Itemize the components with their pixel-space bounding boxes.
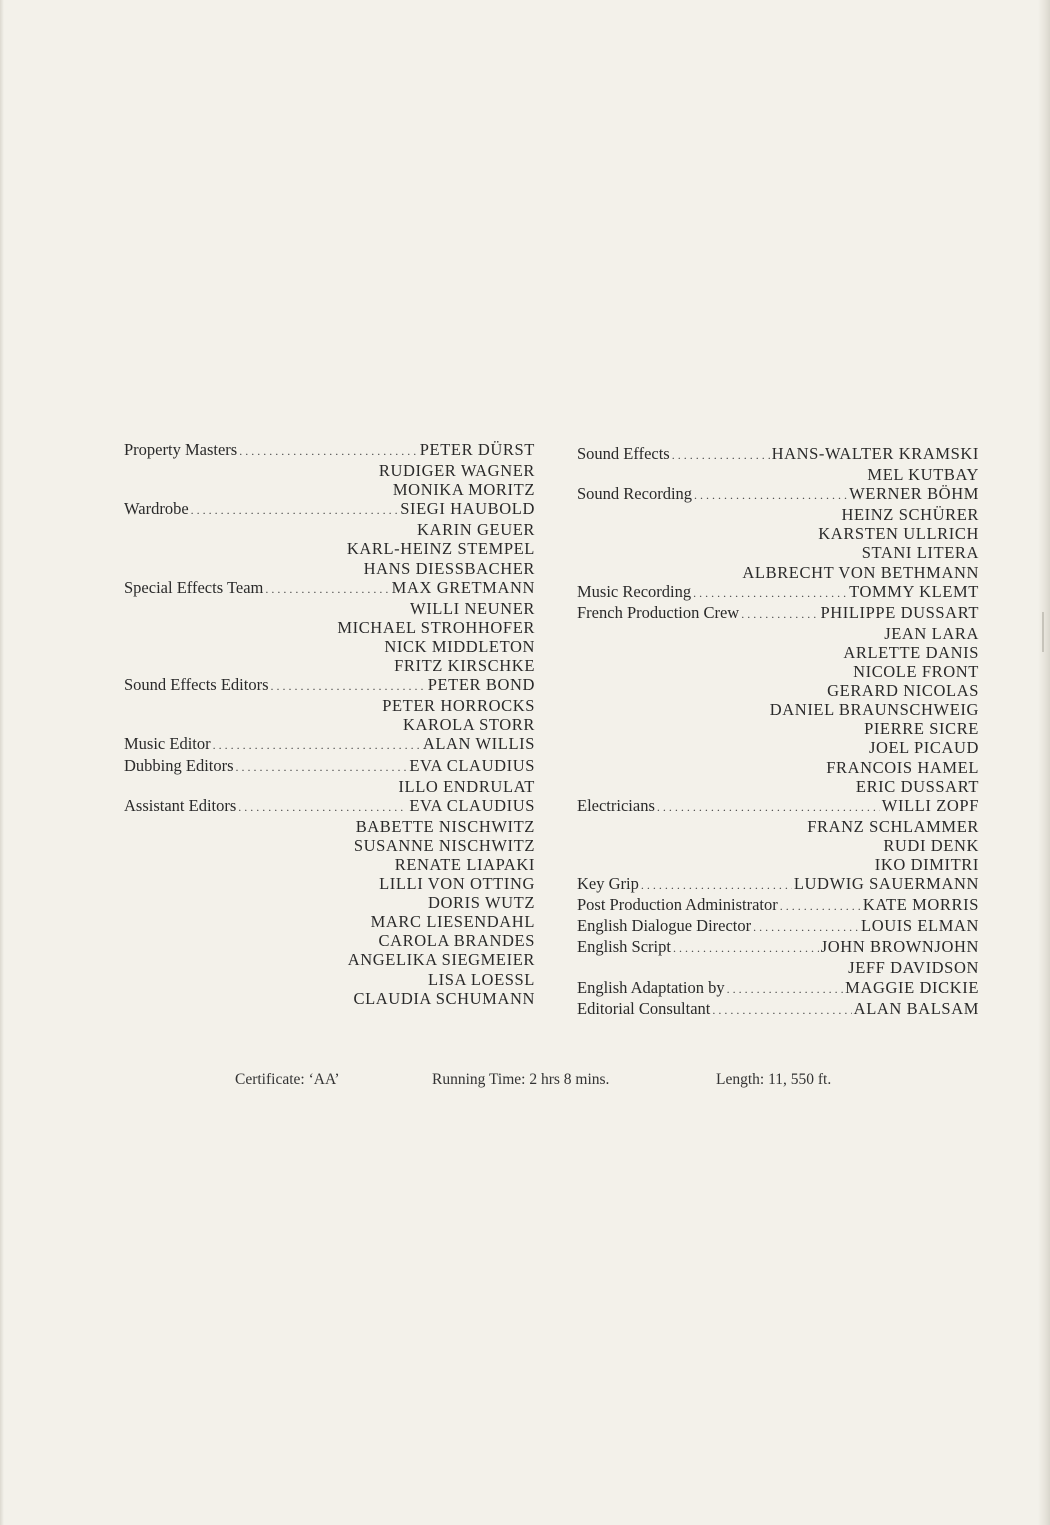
credit-name: KARL-HEINZ STEMPEL: [346, 539, 535, 559]
credit-line: [577, 978, 979, 999]
credit-entry: [124, 578, 535, 675]
credit-line: [124, 578, 535, 599]
credit-name: FRANZ SCHLAMMER: [807, 816, 979, 836]
credit-name: JEAN LARA: [884, 623, 979, 643]
credit-name: JOEL PICAUD: [868, 738, 979, 758]
credit-role: French Production Crew: [577, 602, 740, 622]
credit-name: MICHAEL STROHHOFER: [337, 617, 535, 637]
credit-name: MEL KUTBAY: [867, 465, 979, 485]
credit-role: English Adaptation by: [577, 977, 725, 997]
credit-name: MONIKA MORITZ: [392, 480, 535, 500]
credit-name: FRANCOIS HAMEL: [826, 757, 979, 777]
credit-entry: [577, 895, 979, 916]
credit-role: Sound Effects Editors: [124, 675, 269, 695]
credit-line: [577, 444, 979, 465]
credit-name: KARSTEN ULLRICH: [818, 524, 979, 544]
credit-name: WILLI ZOPF: [881, 795, 979, 815]
credit-entry: [577, 999, 979, 1020]
credit-name: ALAN BALSAM: [853, 998, 979, 1018]
credit-line: [577, 603, 979, 624]
credit-line: [124, 756, 535, 777]
dot-leader: [753, 916, 859, 937]
dot-leader: [672, 444, 770, 465]
credit-line: [577, 916, 979, 937]
credit-entry: [124, 796, 535, 1008]
dot-leader: [641, 874, 792, 895]
credit-name: LOUIS ELMAN: [861, 916, 979, 936]
credit-name: EVA CLAUDIUS: [409, 795, 535, 815]
credit-entry: [124, 675, 535, 734]
credit-entry: [124, 440, 535, 499]
credit-name: LUDWIG SAUERMANN: [793, 874, 979, 894]
credit-name: RENATE LIAPAKI: [394, 854, 535, 874]
credit-role: Editorial Consultant: [577, 998, 711, 1018]
credit-name: SUSANNE NISCHWITZ: [353, 835, 535, 855]
dot-leader: [191, 499, 399, 520]
dot-leader: [213, 734, 421, 755]
credit-role: Sound Recording: [577, 484, 693, 504]
credit-name: PETER HORROCKS: [382, 696, 535, 716]
credit-name: CAROLA BRANDES: [378, 931, 535, 951]
dot-leader: [673, 937, 819, 958]
credit-line: [577, 582, 979, 603]
credit-name: LILLI VON OTTING: [379, 874, 535, 894]
dot-leader: [741, 603, 818, 624]
credit-name: ERIC DUSSART: [855, 776, 979, 796]
credit-name: MARC LIESENDAHL: [370, 912, 535, 932]
dot-leader: [712, 999, 851, 1020]
credit-name: WILLI NEUNER: [410, 598, 535, 618]
credit-line: [124, 675, 535, 696]
credit-entry: [577, 874, 979, 895]
credit-name: STANI LITERA: [861, 543, 979, 563]
dot-leader: [238, 796, 407, 817]
credit-name: LISA LOESSL: [428, 969, 535, 989]
dot-leader: [694, 484, 847, 505]
credit-entry: [124, 499, 535, 577]
paper-crease: [1042, 612, 1044, 652]
credit-name: KARIN GEUER: [417, 520, 535, 540]
certificate-text: Certificate: ‘AA’: [235, 1071, 340, 1088]
credit-name: NICK MIDDLETON: [384, 636, 535, 656]
credit-line: [124, 499, 535, 520]
credit-name: HEINZ SCHÜRER: [841, 505, 979, 525]
credit-name: TOMMY KLEMT: [849, 581, 979, 601]
credit-entry: [577, 796, 979, 874]
credit-entry: [577, 603, 979, 796]
dot-leader: [657, 796, 880, 817]
credit-name: CLAUDIA SCHUMANN: [353, 988, 535, 1008]
credit-role: Wardrobe: [124, 499, 189, 519]
credit-role: Music Recording: [577, 581, 692, 601]
credit-name: PETER DÜRST: [419, 440, 535, 459]
dot-leader: [265, 578, 389, 599]
running-time-text: Running Time: 2 hrs 8 mins.: [432, 1071, 610, 1088]
credit-line: [124, 734, 535, 755]
credit-name: SIEGI HAUBOLD: [400, 499, 535, 519]
credits-column-left: [124, 440, 535, 1008]
credit-entry: [577, 916, 979, 937]
credit-name: IKO DIMITRI: [874, 854, 979, 874]
credit-entry: [577, 937, 979, 977]
credit-name: PHILIPPE DUSSART: [820, 602, 979, 622]
credit-name: ARLETTE DANIS: [843, 642, 979, 662]
credit-role: Electricians: [577, 795, 655, 815]
credit-name: RUDIGER WAGNER: [378, 461, 535, 481]
credit-name: NICOLE FRONT: [853, 662, 979, 682]
credit-line: [577, 937, 979, 958]
dot-leader: [727, 978, 844, 999]
credit-name: PIERRE SICRE: [864, 719, 979, 739]
credit-name: JEFF DAVIDSON: [848, 958, 979, 978]
credit-entry: [124, 734, 535, 755]
credit-role: English Script: [577, 937, 671, 957]
credit-entry: [124, 756, 535, 796]
credit-line: [577, 895, 979, 916]
credit-entry: [577, 484, 979, 581]
credit-entry: [577, 978, 979, 999]
credit-name: RUDI DENK: [883, 835, 979, 855]
credit-name: MAX GRETMANN: [391, 577, 535, 597]
credit-entry: [577, 444, 979, 484]
credit-name: ANGELIKA SIEGMEIER: [347, 950, 535, 970]
credit-name: BABETTE NISCHWITZ: [355, 816, 535, 836]
credit-name: MAGGIE DICKIE: [845, 977, 979, 997]
credit-role: Dubbing Editors: [124, 755, 234, 775]
credit-role: Post Production Administrator: [577, 895, 778, 915]
dot-leader: [236, 756, 408, 777]
credit-name: JOHN BROWNJOHN: [820, 937, 979, 957]
credit-name: ALBRECHT VON BETHMANN: [742, 562, 979, 582]
credit-name: DORIS WUTZ: [428, 893, 535, 913]
credit-name: EVA CLAUDIUS: [409, 755, 535, 775]
credit-line: [577, 484, 979, 505]
credit-role: Key Grip: [577, 874, 639, 894]
paper-edge: [0, 0, 4, 1525]
credit-name: WERNER BÖHM: [849, 484, 979, 504]
dot-leader: [693, 582, 847, 603]
credit-line: [577, 999, 979, 1020]
credit-role: Property Masters: [124, 440, 238, 459]
credit-name: HANS-WALTER KRAMSKI: [771, 444, 979, 463]
credit-name: PETER BOND: [427, 675, 535, 695]
dot-leader: [780, 895, 861, 916]
credit-name: KAROLA STORR: [402, 715, 535, 735]
credit-role: English Dialogue Director: [577, 916, 752, 936]
credit-role: Music Editor: [124, 734, 211, 754]
credit-entry: [577, 582, 979, 603]
length-text: Length: 11, 550 ft.: [716, 1071, 832, 1088]
credit-name: ALAN WILLIS: [422, 734, 535, 754]
credit-name: ILLO ENDRULAT: [398, 776, 535, 796]
paper-edge: [1038, 0, 1050, 1525]
credits-column-right: [577, 444, 979, 1020]
credit-name: GERARD NICOLAS: [827, 681, 979, 701]
credit-role: Special Effects Team: [124, 577, 264, 597]
credit-name: HANS DIESSBACHER: [363, 558, 535, 578]
credit-line: [124, 440, 535, 461]
credit-name: FRITZ KIRSCHKE: [394, 656, 535, 676]
dot-leader: [239, 440, 418, 461]
credit-name: KATE MORRIS: [862, 895, 979, 915]
credit-role: Assistant Editors: [124, 795, 237, 815]
credit-line: [577, 874, 979, 895]
credit-name: DANIEL BRAUNSCHWEIG: [769, 700, 979, 720]
credit-line: [124, 796, 535, 817]
credit-role: Sound Effects: [577, 444, 670, 463]
credit-line: [577, 796, 979, 817]
dot-leader: [271, 675, 426, 696]
